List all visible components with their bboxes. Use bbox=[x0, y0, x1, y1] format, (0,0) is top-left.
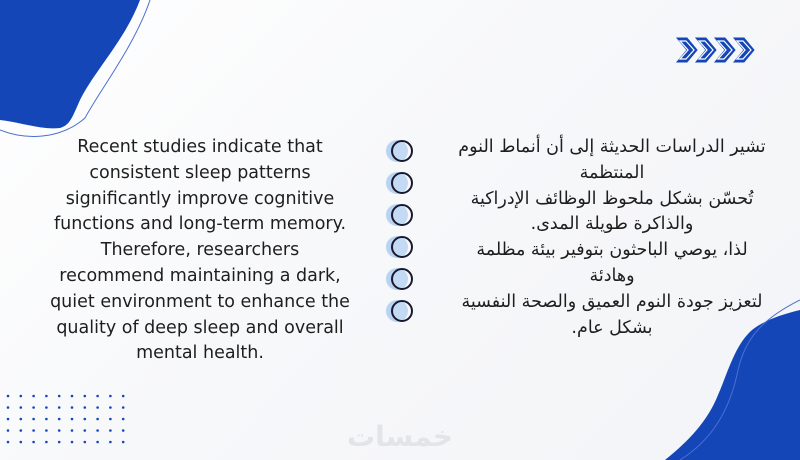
arabic-line: والذاكرة طويلة المدى. bbox=[530, 214, 694, 235]
english-line: mental health. bbox=[136, 343, 264, 364]
grid-dot bbox=[96, 441, 99, 444]
grid-dot bbox=[109, 406, 112, 409]
grid-dot bbox=[7, 406, 10, 409]
grid-dot bbox=[71, 429, 74, 432]
grid-dot bbox=[45, 429, 48, 432]
grid-dot bbox=[84, 441, 87, 444]
grid-dot bbox=[58, 441, 61, 444]
grid-dot bbox=[96, 395, 99, 398]
grid-dot bbox=[7, 418, 10, 421]
english-line: quiet environment to enhance the bbox=[50, 291, 350, 312]
grid-dot bbox=[109, 429, 112, 432]
english-paragraph bbox=[40, 135, 360, 367]
grid-dot bbox=[20, 395, 23, 398]
grid-dot bbox=[32, 429, 35, 432]
grid-dot bbox=[32, 418, 35, 421]
grid-dot bbox=[45, 441, 48, 444]
arabic-line: لتعزيز جودة النوم العميق والصحة النفسية bbox=[461, 291, 763, 312]
grid-dot bbox=[71, 441, 74, 444]
grid-dot bbox=[71, 418, 74, 421]
english-line: functions and long-term memory. bbox=[53, 214, 347, 235]
grid-dot bbox=[20, 441, 23, 444]
top-left-blob bbox=[0, 0, 140, 128]
grid-dot bbox=[96, 429, 99, 432]
arabic-line: وهادئة bbox=[589, 265, 635, 286]
arabic-line: لذا، يوصي الباحثون بتوفير بيئة مظلمة bbox=[476, 240, 748, 261]
grid-dot bbox=[20, 418, 23, 421]
grid-dot bbox=[58, 406, 61, 409]
grid-dot bbox=[32, 406, 35, 409]
grid-dot bbox=[84, 406, 87, 409]
grid-dot bbox=[84, 429, 87, 432]
arabic-line: تُحسّن بشكل ملحوظ الوظائف الإدراكية bbox=[470, 188, 754, 209]
grid-dot bbox=[7, 441, 10, 444]
grid-dot bbox=[122, 406, 125, 409]
grid-dot bbox=[71, 395, 74, 398]
grid-dot bbox=[20, 429, 23, 432]
circle-bullet-icon bbox=[383, 297, 419, 325]
english-line: recommend maintaining a dark, bbox=[59, 265, 341, 286]
circle-bullet-icon bbox=[383, 265, 419, 293]
grid-dot bbox=[122, 429, 125, 432]
grid-dot bbox=[96, 406, 99, 409]
grid-dot bbox=[84, 395, 87, 398]
grid-dot bbox=[7, 429, 10, 432]
arabic-paragraph bbox=[432, 135, 792, 341]
grid-dot bbox=[96, 418, 99, 421]
grid-dot bbox=[122, 395, 125, 398]
grid-dot bbox=[122, 441, 125, 444]
english-line: Therefore, researchers bbox=[100, 240, 300, 261]
circle-bullet-icon bbox=[383, 233, 419, 261]
grid-dot bbox=[58, 395, 61, 398]
grid-dot bbox=[84, 418, 87, 421]
english-line: quality of deep sleep and overall bbox=[56, 317, 344, 338]
grid-dot bbox=[122, 418, 125, 421]
watermark-logo: خمسات bbox=[346, 420, 454, 453]
grid-dot bbox=[32, 395, 35, 398]
circle-bullet-icon bbox=[383, 137, 419, 165]
circle-bullet-icon bbox=[383, 169, 419, 197]
grid-dot bbox=[58, 429, 61, 432]
grid-dot bbox=[71, 406, 74, 409]
grid-dot bbox=[58, 418, 61, 421]
grid-dot bbox=[45, 418, 48, 421]
grid-dot bbox=[109, 418, 112, 421]
grid-dot bbox=[109, 395, 112, 398]
arabic-line: بشكل عام. bbox=[571, 317, 653, 338]
circle-bullet-icon bbox=[383, 201, 419, 229]
arabic-line: المنتظمة bbox=[579, 162, 645, 183]
english-line: significantly improve cognitive bbox=[65, 188, 335, 209]
grid-dot bbox=[20, 406, 23, 409]
grid-dot bbox=[7, 395, 10, 398]
grid-dot bbox=[45, 406, 48, 409]
grid-dot bbox=[109, 441, 112, 444]
arabic-line: تشير الدراسات الحديثة إلى أن أنماط النوم bbox=[458, 137, 766, 157]
english-line: consistent sleep patterns bbox=[89, 162, 311, 183]
grid-dot bbox=[45, 395, 48, 398]
bullet-column bbox=[383, 137, 419, 327]
grid-dot bbox=[32, 441, 35, 444]
english-line: Recent studies indicate that bbox=[77, 137, 323, 157]
dot-grid bbox=[7, 395, 125, 444]
